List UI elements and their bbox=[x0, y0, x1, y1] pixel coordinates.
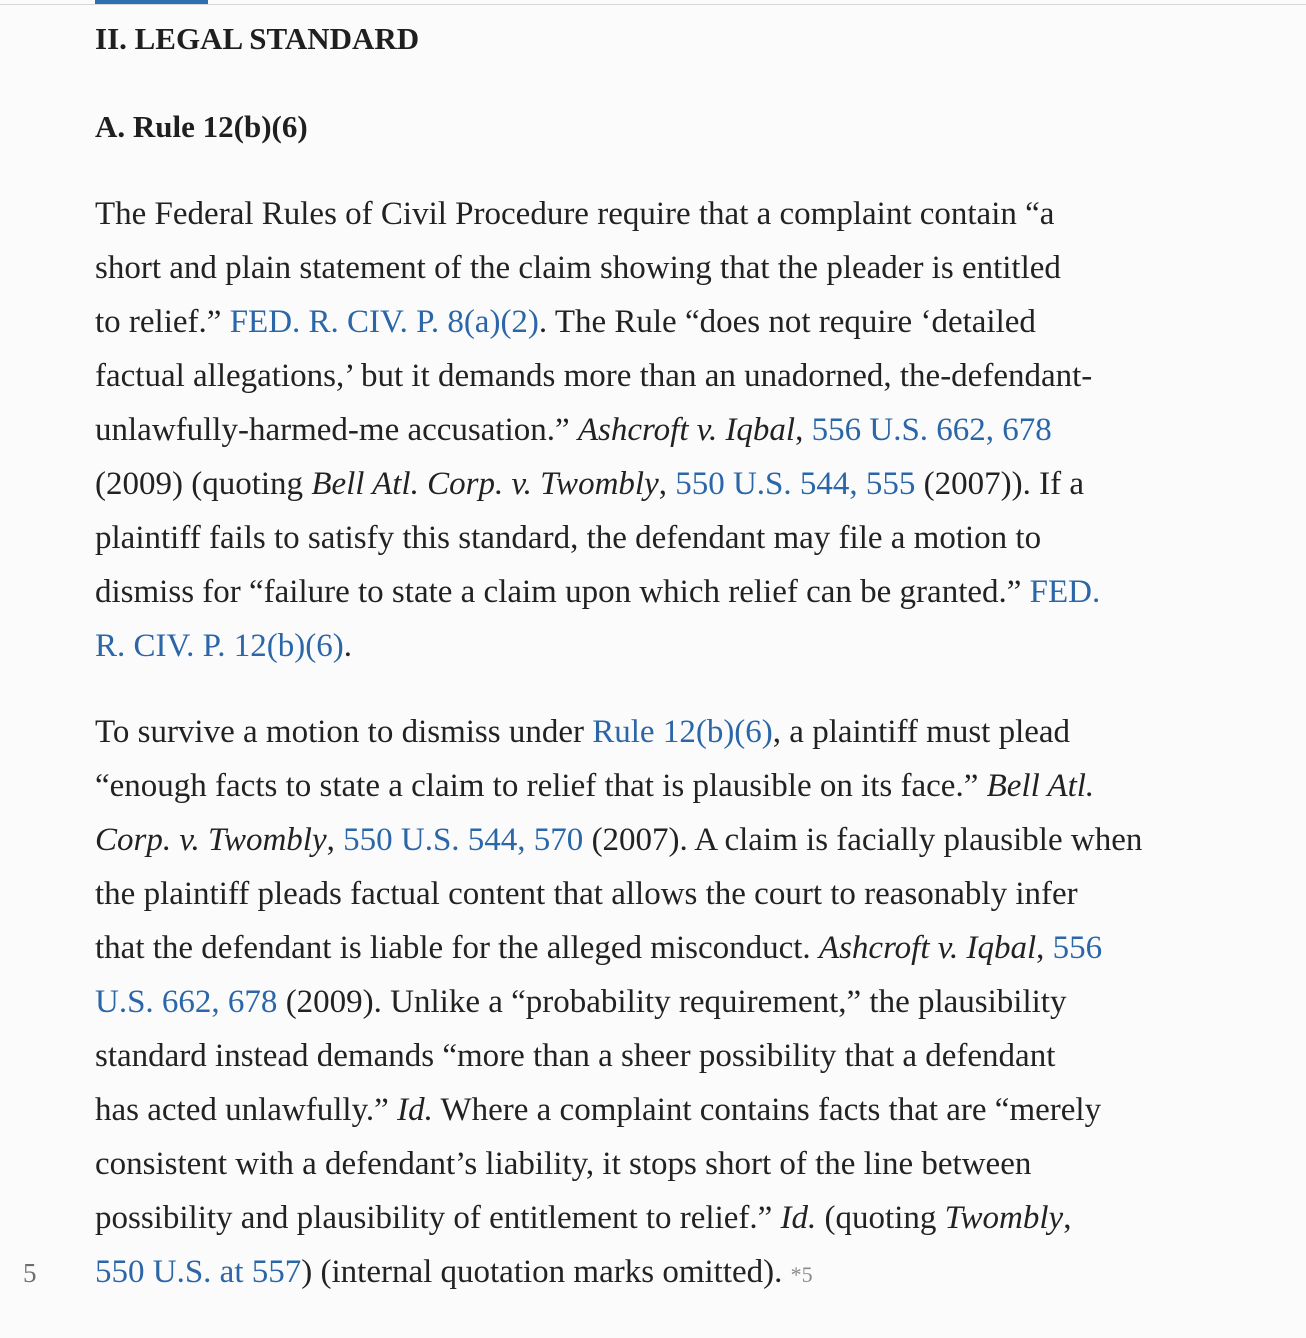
text-line: 550 U.S. at 557) (internal quotation marks omitted). *5 bbox=[95, 1254, 813, 1290]
text-line: standard instead demands “more than a sheer possibility that a defendant bbox=[95, 1038, 1056, 1074]
text-line: possibility and plausibility of entitlement to relief.” Id. (quoting Twombly, bbox=[95, 1200, 1072, 1236]
text-line: short and plain statement of the claim showing that the pleader is entitled bbox=[95, 250, 1061, 286]
text-line: U.S. 662, 678 (2009). Unlike a “probability requirement,” the plausibility bbox=[95, 984, 1067, 1020]
paragraph-plausibility-standard bbox=[95, 705, 1235, 1302]
text-line: that the defendant is liable for the alleged misconduct. Ashcroft v. Iqbal, 556 bbox=[95, 930, 1103, 966]
citation-link-frcp-12b6[interactable]: FED. bbox=[1029, 574, 1101, 610]
id-signal: Id. bbox=[397, 1092, 433, 1128]
text-line: consistent with a defendant’s liability, it stops short of the line between bbox=[95, 1146, 1032, 1182]
top-divider bbox=[0, 4, 1306, 5]
star-page-marker: *5 bbox=[790, 1262, 813, 1287]
text-line: plaintiff fails to satisfy this standard, the defendant may file a motion to bbox=[95, 520, 1042, 556]
text-line: to relief.” FED. R. CIV. P. 8(a)(2). The Rule “does not require ‘detailed bbox=[95, 304, 1036, 340]
paragraph-pleading-standard bbox=[95, 187, 1235, 673]
case-name: Bell Atl. bbox=[986, 768, 1095, 804]
text-line: unlawfully-harmed-me accusation.” Ashcroft v. Iqbal, 556 U.S. 662, 678 bbox=[95, 412, 1052, 448]
citation-link-iqbal-2-cont[interactable]: U.S. 662, 678 bbox=[95, 984, 278, 1020]
text-line: (2009) (quoting Bell Atl. Corp. v. Twombly, 550 U.S. 544, 555 (2007)). If a bbox=[95, 466, 1084, 502]
text-line: “enough facts to state a claim to relief that is plausible on its face.” Bell Atl. bbox=[95, 768, 1095, 804]
text-line: The Federal Rules of Civil Procedure require that a complaint contain “a bbox=[95, 196, 1055, 232]
text-line: Corp. v. Twombly, 550 U.S. 544, 570 (2007). A claim is facially plausible when bbox=[95, 822, 1143, 858]
case-name: Corp. v. Twombly bbox=[95, 822, 327, 858]
text-line: factual allegations,’ but it demands more than an unadorned, the-defendant- bbox=[95, 358, 1093, 394]
active-tab-indicator bbox=[95, 0, 208, 4]
section-heading: II. LEGAL STANDARD bbox=[95, 21, 420, 56]
margin-line-number: 5 bbox=[23, 1258, 37, 1288]
case-name: Twombly bbox=[944, 1200, 1064, 1236]
text-line: has acted unlawfully.” Id. Where a complaint contains facts that are “merely bbox=[95, 1092, 1102, 1128]
citation-link-iqbal-2[interactable]: 556 bbox=[1052, 930, 1103, 966]
case-name: Bell Atl. Corp. v. Twombly bbox=[311, 466, 659, 502]
subsection-heading: A. Rule 12(b)(6) bbox=[95, 109, 308, 144]
citation-link-iqbal[interactable]: 556 U.S. 662, 678 bbox=[811, 412, 1052, 448]
text-line: R. CIV. P. 12(b)(6). bbox=[95, 628, 352, 664]
text-line: the plaintiff pleads factual content that allows the court to reasonably infer bbox=[95, 876, 1078, 912]
citation-link-frcp-12b6-cont[interactable]: R. CIV. P. 12(b)(6) bbox=[95, 628, 344, 664]
citation-link-twombly-555[interactable]: 550 U.S. 544, 555 bbox=[675, 466, 916, 502]
citation-link-twombly-570[interactable]: 550 U.S. 544, 570 bbox=[343, 822, 584, 858]
case-name: Ashcroft v. Iqbal bbox=[577, 412, 796, 448]
citation-link-rule-12b6[interactable]: Rule 12(b)(6) bbox=[592, 714, 773, 750]
text-line: To survive a motion to dismiss under Rule 12(b)(6), a plaintiff must plead bbox=[95, 714, 1071, 750]
case-name: Ashcroft v. Iqbal bbox=[818, 930, 1037, 966]
id-signal: Id. bbox=[780, 1200, 817, 1236]
citation-link-twombly-557[interactable]: 550 U.S. at 557 bbox=[95, 1254, 302, 1290]
citation-link-frcp-8a2[interactable]: FED. R. CIV. P. 8(a)(2) bbox=[229, 304, 539, 340]
text-line: dismiss for “failure to state a claim upon which relief can be granted.” FED. bbox=[95, 574, 1101, 610]
